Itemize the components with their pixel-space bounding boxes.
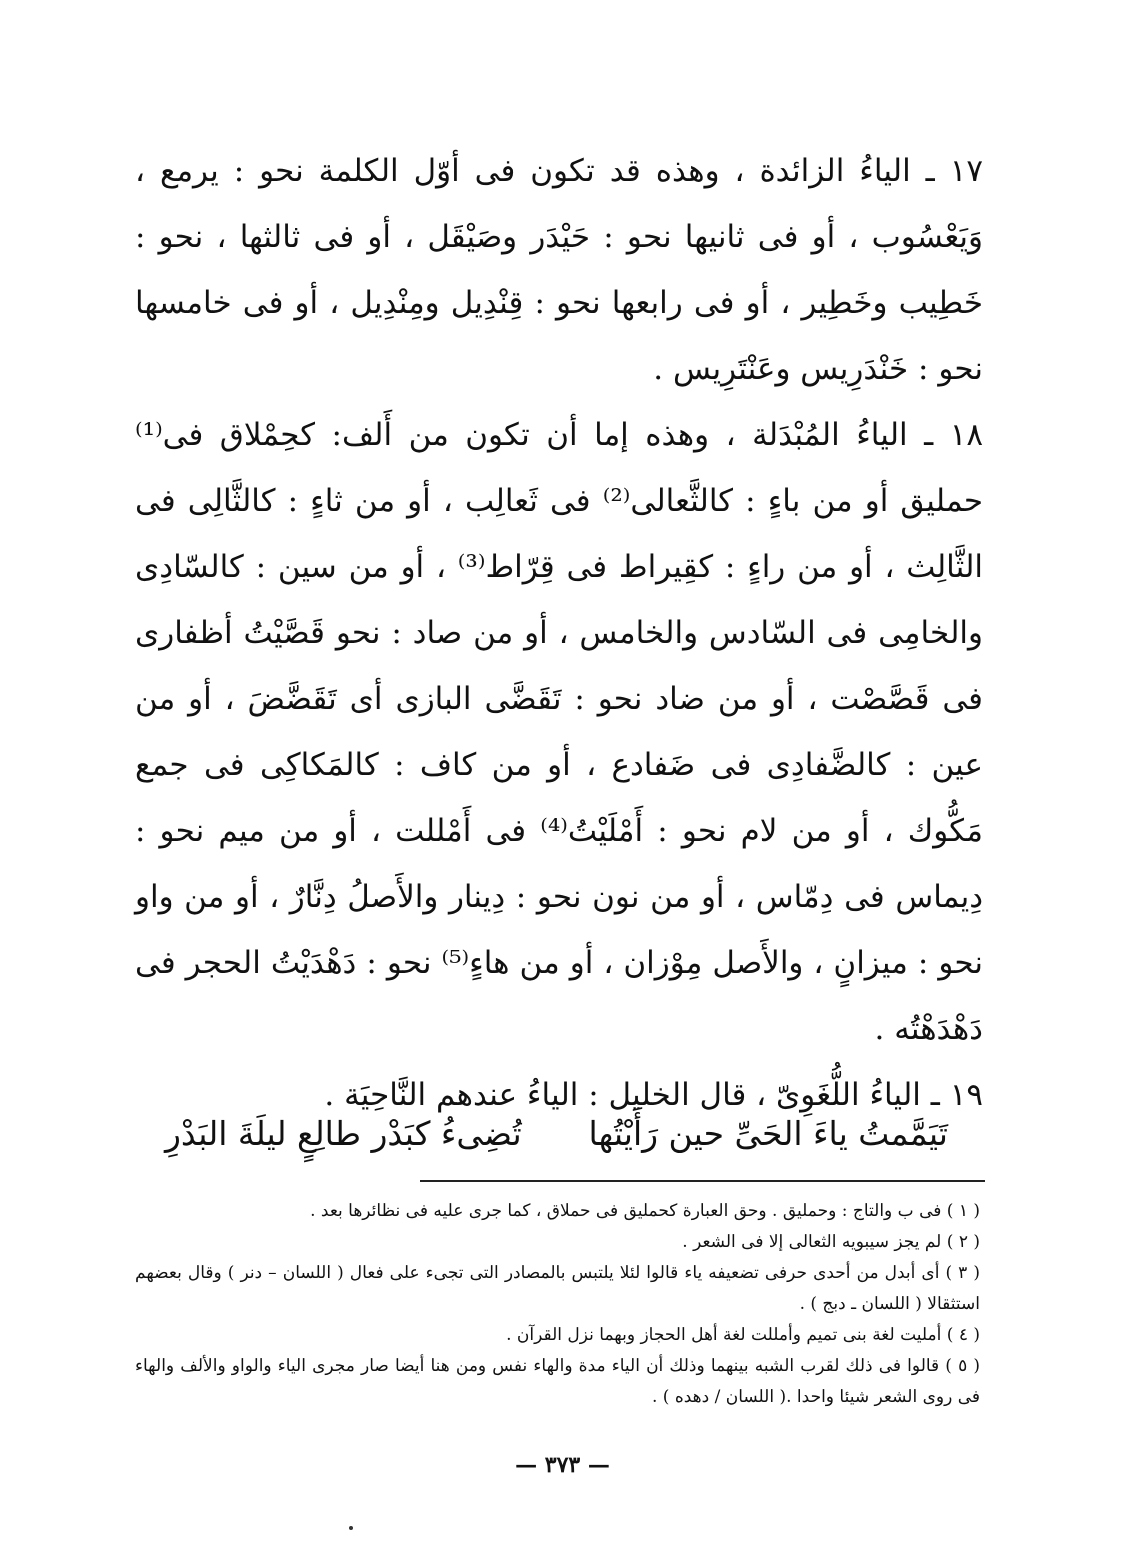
main-text-block xyxy=(135,138,983,1128)
footnote-1: ( ١ ) فى ب والتاج : وحمليق . وحق العبارة كحمليق فى حملاق ، كما جرى عليه فى نظائرها بعد . xyxy=(310,1201,980,1221)
paragraph-18-substituted-ya: ١٨ ـ الياءُ المُبْدَلة ، وهذه إما أن تكون من أَلف: كحِمْلاق فى⁽¹⁾ حمليق أو من باءٍ : كالثَّعالى⁽²⁾ فى ثَعالِب ، أو من ثاءٍ : كالثَّالِى فى الثَّالِث ، أو من راءٍ : كقِيراط فى قِرّاط⁽³⁾ ، أو من سين : كالسّادِى والخامِى فى السّادس والخامس ، أو من صاد : نحو قَصَّيْتُ أظفارى فى قَصَّصْت ، أو من ضاد نحو : تَقَضَّى البازى أى تَقَضَّضَ ، أو من عين : كالضَّفادِى فى ضَفادع ، أو من كاف : كالمَكاكِى فى جمع مَكُّوك ، أو من لام نحو : أَمْلَيْتُ⁽⁴⁾ فى أَمْللت ، أو من ميم نحو : دِيماس فى دِمّاس ، أو من نون نحو : دِينار والأَصلُ دِنَّارٌ ، أو من واو نحو : ميزانٍ ، والأَصل مِوْزان ، أو من هاءٍ⁽⁵⁾ نحو : دَهْدَيْتُ الحجر فى دَهْدَهْتُه . xyxy=(135,417,984,1047)
footnotes xyxy=(135,1196,980,1413)
paragraph-17-added-ya: ١٧ ـ الياءُ الزائدة ، وهذه قد تكون فى أوّل الكلمة نحو : يرمع ، وَيَعْسُوب ، أو فى ثانيها نحو : حَيْدَر وصَيْقَل ، أو فى ثالثها ، نحو : خَطِيب وخَطِير ، أو فى رابعها نحو : قِنْدِيل ومِنْدِيل ، أو فى خامسها نحو : خَنْدَرِيس وعَنْتَرِيس . xyxy=(135,153,983,387)
footnote-divider xyxy=(420,1180,985,1182)
poetry-verse xyxy=(135,1106,983,1162)
stray-ink-dot xyxy=(349,1526,353,1530)
footnote-2: ( ٢ ) لم يجز سيبويه الثعالى إلا فى الشعر . xyxy=(682,1232,980,1252)
paragraph-19-linguistic-ya: ١٩ ـ الياءُ اللُّغَوِىّ ، قال الخليل : الياءُ عندهم النَّاحِيَة . xyxy=(324,1077,983,1113)
verse-first-hemistich: تَيَمَّمتُ ياءَ الحَىِّ حين رَأَيْتُها xyxy=(588,1114,948,1153)
footnote-4: ( ٤ ) أمليت لغة بنى تميم وأمللت لغة أهل الحجاز وبهما نزل القرآن . xyxy=(506,1325,980,1345)
verse-second-hemistich: تُضِىءُ كبَدْر طالِعٍ ليلَةَ البَدْرِ xyxy=(165,1114,522,1153)
footnote-5: ( ٥ ) قالوا فى ذلك لقرب الشبه بينهما وذلك أن الياء مدة والهاء نفس ومن هنا أيضا صار مجرى الياء والواو والألف والهاء فى روى الشعر شيئا واحدا .( اللسان / دهده ) . xyxy=(135,1356,980,1407)
footnote-3: ( ٣ ) أى أبدل من أحدى حرفى تضعيفه ياء قالوا لئلا يلتبس بالمصادر التى تجىء على فعال ( اللسان – دنر ) وقال بعضهم استثقالا ( اللسان ـ دبج ) . xyxy=(135,1263,980,1314)
page-number: — ٣٧٣ — xyxy=(515,1452,610,1478)
